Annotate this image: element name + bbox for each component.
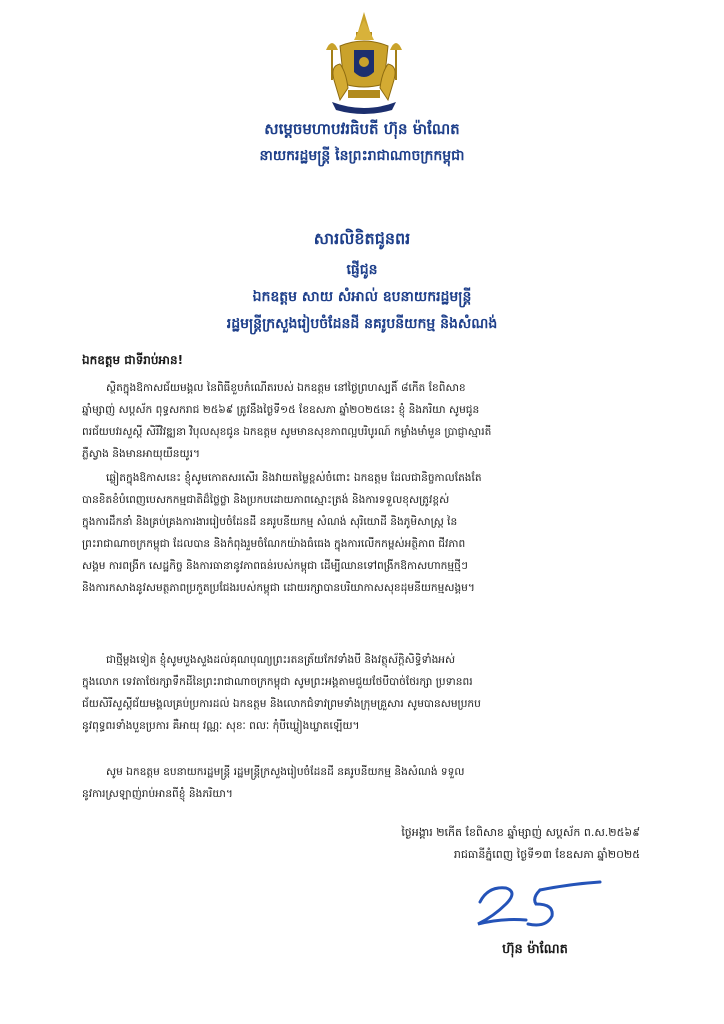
paragraph-birthday-wish	[82, 377, 642, 465]
paragraph-line: ភ្លឺស្វាង និងមានអាយុយឺនយូរ។	[82, 448, 200, 460]
paragraph-line: ជ័យសិរីសួស្តីជ័យមង្គលគ្រប់ប្រការដល់ ឯកឧត្តម និងលោកជំទាវព្រមទាំងក្រុមគ្រួសារ សូមបានសមប្រកប	[82, 698, 481, 710]
signer-name: ហ៊ុន ម៉ាណែត	[502, 942, 568, 957]
paragraph-line: ជាថ្មីម្តងទៀត ខ្ញុំសូមបួងសួងដល់គុណបុណ្យព្រះរតនត្រ័យកែវទាំងបី និងវត្ថុស័ក្តិសិទ្ធិទាំងអស់	[106, 654, 456, 666]
sender-position: នាយករដ្ឋមន្ត្រី នៃព្រះរាជាណាចក្រកម្ពុជា	[259, 148, 465, 164]
paragraph-line: ព្រះរាជាណាចក្រកម្ពុជា ដែលបាន និងកំពុងរួមចំណែកយ៉ាងធំធេង ក្នុងការលើកកម្ពស់អត្ថិភាព ជីវភាព	[82, 538, 466, 550]
paragraph-line: ឆ្លៀតក្នុងឱកាសនេះ ខ្ញុំសូមកោតសរសើរ និងវាយតម្លៃខ្ពស់ចំពោះ ឯកឧត្តម ដែលជានិច្ចកាលតែងតែ	[106, 472, 482, 484]
paragraph-line: ស្ថិតក្នុងឱកាសជ័យមង្គល នៃពិធីខួបកំណើតរបស់ ឯកឧត្តម នៅថ្ងៃព្រហស្បតិ៍ ៨កើត ខែពិសាខ	[106, 382, 466, 394]
paragraph-line: និងការកសាងនូវសមត្ថភាពប្រកួតប្រជែងរបស់កម្ពុជា ដោយរក្សាបានបរិយាកាសសុខដុមនីយកម្មសង្គម។	[82, 582, 475, 594]
paragraph-line: សូម ឯកឧត្តម ឧបនាយករដ្ឋមន្ត្រី រដ្ឋមន្ត្រីក្រសួងរៀបចំដែនដី នគរូបនីយកម្ម និងសំណង់ ទទួល	[106, 766, 465, 778]
paragraph-blessing	[82, 649, 642, 737]
solar-date-place: រាជធានីភ្នំពេញ ថ្ងៃទី១៣ ខែឧសភា ឆ្នាំ២០២៥	[453, 848, 640, 861]
paragraph-line: ពរជ័យបវរសួស្តី សិរីវិវឌ្ឍនា វិបុលសុខជូន ឯកឧត្តម សូមមានសុខភាពល្អបរិបូរណ៍ កម្លាំងមាំមួន ប្រាជ្ញាស្មារតី	[82, 426, 492, 438]
paragraph-line: ក្នុងលោក ទេវតាថែរក្សាទឹកដីនៃព្រះរាជាណាចក្រកម្ពុជា សូមព្រះអង្គតាមជួយថែបីបាច់ថែរក្សា ប្រទានពរ	[82, 676, 473, 688]
paragraph-line: នូវពុទ្ធពរទាំងបួនប្រការ គឺអាយុ វណ្ណៈ សុខៈ ពលៈ កុំបីឃ្លៀងឃ្លាតឡើយ។	[82, 720, 360, 732]
paragraph-line: បានខិតខំបំពេញបេសកកម្មជាតិដ៏ថ្លៃថ្លា និងប្រកបដោយភាពស្មោះត្រង់ និងការទទួលខុសត្រូវខ្ពស់	[82, 494, 450, 506]
paragraph-line: ឆ្នាំម្សាញ់ សប្តស័ក ពុទ្ធសករាជ ២៥៦៩ ត្រូវនឹងថ្ងៃទី១៥ ខែឧសភា ឆ្នាំ២០២៥នេះ ខ្ញុំ និងភរិយា សូមជូន	[82, 404, 480, 416]
paragraph-line: នូវការស្រឡាញ់រាប់អានពីខ្ញុំ និងភរិយា។	[82, 788, 233, 800]
sender-name: សម្តេចមហាបវរធិបតី ហ៊ុន ម៉ាណែត	[264, 120, 460, 138]
recipient-name: ឯកឧត្តម សាយ សំអាល់ ឧបនាយករដ្ឋមន្ត្រី	[252, 289, 472, 305]
handwritten-signature-icon	[466, 874, 606, 932]
letter-type-title: សារលិខិតជូនពរ	[313, 229, 411, 248]
addressed-to-label: ផ្ញើជូន	[346, 262, 378, 278]
lunar-date: ថ្ងៃអង្គារ ២កើត ខែពិសាខ ឆ្នាំម្សាញ់ សប្តស័ក ព.ស.២៥៦៩	[401, 826, 640, 839]
salutation: ឯកឧត្តម ជាទីរាប់អាន!	[82, 353, 184, 367]
royal-arms-emblem-icon	[318, 10, 410, 118]
paragraph-line: សង្គម ការពង្រីក សេដ្ឋកិច្ច និងការធានានូវភាពធន់របស់កម្ពុជា ដើម្បីឈានទៅពង្រីកឱកាសហាកម្មថ្មីៗ	[82, 560, 468, 572]
paragraph-appreciation	[82, 467, 642, 599]
recipient-ministry: រដ្ឋមន្ត្រីក្រសួងរៀបចំដែនដី នគរូបនីយកម្ម និងសំណង់	[226, 316, 498, 332]
paragraph-closing	[82, 761, 642, 805]
paragraph-line: ក្នុងការដឹកនាំ និងគ្រប់គ្រងការងាររៀបចំដែនដី នគរូបនីយកម្ម សំណង់ សុរិយោដី និងភូមិសាស្ត្រ នៃ	[82, 516, 458, 528]
